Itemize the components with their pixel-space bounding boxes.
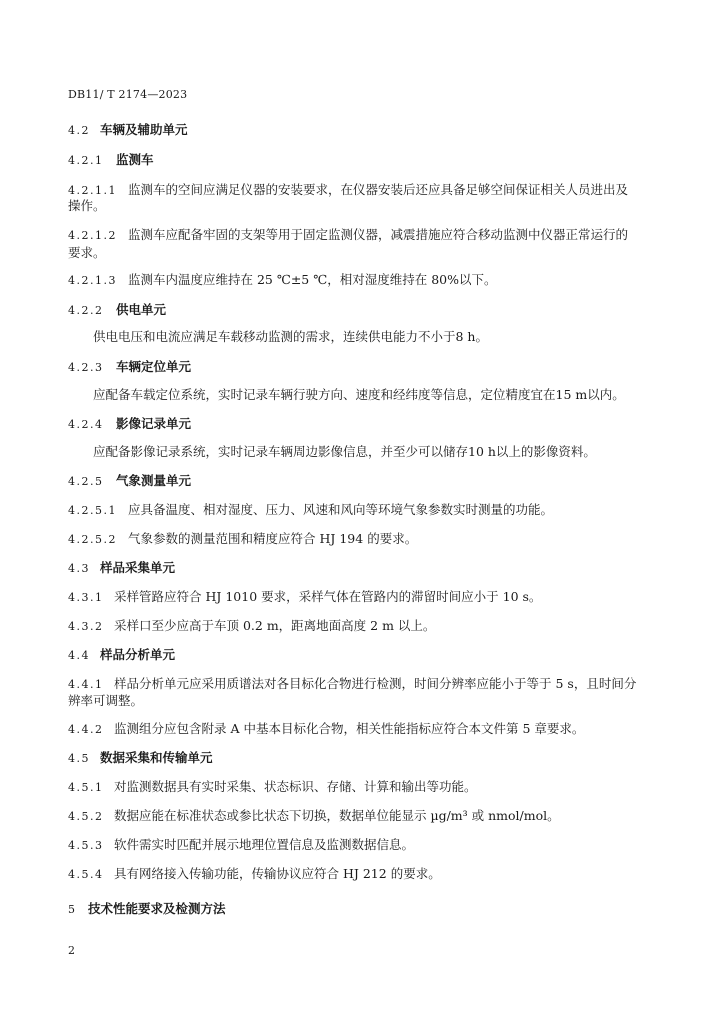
clause-text-continued: 操作。 [68, 198, 106, 213]
clause [68, 225, 628, 243]
clause-number: 4.5.1 [68, 781, 104, 794]
section-number: 4.2.5 [68, 475, 104, 488]
clause-text: 监测车应配备牢固的支架等用于固定监测仪器，减震措施应符合移动监测中仪器正常运行的 [128, 227, 629, 242]
chapter-heading [68, 899, 226, 917]
clause [68, 719, 584, 737]
clause [68, 616, 435, 634]
paragraph: 供电电压和电流应满足车载移动监测的需求，连续供电能力不小于8 h。 [93, 329, 488, 344]
clause-text: 样品分析单元应采用质谱法对各目标化合物进行检测，时间分辨率应能小于等于 5 s，且时间分 [114, 676, 637, 691]
section-title: 样品采集单元 [100, 560, 176, 575]
section-number: 4.5 [68, 752, 90, 765]
section-heading [68, 414, 191, 432]
clause-text-continued: 要求。 [68, 245, 106, 260]
clause-text: 监测组分应包含附录 A 中基本目标化合物，相关性能指标应符合本文件第 5 章要求。 [114, 721, 585, 736]
section-number: 4.4 [68, 649, 90, 662]
section-heading [68, 645, 175, 663]
section-title: 供电单元 [116, 302, 167, 317]
document-code: DB11/ T 2174—2023 [68, 88, 188, 101]
section-heading [68, 748, 213, 766]
clause-number: 4.5.2 [68, 810, 104, 823]
clause-text: 气象参数的测量范围和精度应符合 HJ 194 的要求。 [128, 531, 418, 546]
clause [68, 806, 560, 824]
clause [68, 500, 553, 518]
section-number: 4.2 [68, 124, 90, 137]
chapter-title: 技术性能要求及检测方法 [88, 901, 226, 916]
clause [68, 674, 636, 692]
section-title: 气象测量单元 [116, 473, 192, 488]
section-number: 4.2.1 [68, 154, 104, 167]
clause-number: 4.3.1 [68, 591, 104, 604]
section-number: 4.2.4 [68, 418, 104, 431]
section-heading [68, 558, 175, 576]
section-number: 4.2.3 [68, 361, 104, 374]
clause-number: 4.4.1 [68, 678, 104, 691]
clause [68, 777, 477, 795]
clause-text: 监测车内温度应维持在 25 ℃±5 ℃，相对湿度维持在 80%以下。 [128, 272, 497, 287]
clause-number: 4.2.5.1 [68, 504, 117, 517]
clause-text: 采样口至少应高于车顶 0.2 m，距离地面高度 2 m 以上。 [114, 618, 436, 633]
clause-text-continued: 辨率可调整。 [68, 693, 144, 708]
clause-text: 具有网络接入传输功能，传输协议应符合 HJ 212 的要求。 [114, 866, 441, 881]
section-title: 车辆及辅助单元 [100, 122, 188, 137]
clause-number: 4.2.1.3 [68, 274, 117, 287]
paragraph: 应配备车载定位系统，实时记录车辆行驶方向、速度和经纬度等信息，定位精度宜在15 m以内。 [93, 387, 625, 402]
clause [68, 835, 414, 853]
section-heading [68, 471, 191, 489]
clause-text: 软件需实时匹配并展示地理位置信息及监测数据信息。 [114, 837, 415, 852]
section-title: 影像记录单元 [116, 416, 192, 431]
paragraph: 应配备影像记录系统，实时记录车辆周边影像信息，并至少可以储存10 h以上的影像资料。 [93, 444, 596, 459]
clause-number: 4.4.2 [68, 723, 104, 736]
clause-text: 数据应能在标准状态或参比状态下切换，数据单位能显示 µg/m³ 或 nmol/mol。 [114, 808, 560, 823]
section-heading [68, 357, 191, 375]
clause [68, 270, 496, 288]
clause-text: 采样管路应符合 HJ 1010 要求，采样气体在管路内的滞留时间应小于 10 s。 [114, 589, 542, 604]
chapter-number: 5 [68, 903, 77, 916]
section-heading [68, 150, 154, 168]
section-title: 样品分析单元 [100, 647, 176, 662]
clause [68, 587, 541, 605]
clause [68, 180, 628, 198]
clause-text: 对监测数据具有实时采集、状态标识、存储、计算和输出等功能。 [114, 779, 477, 794]
clause [68, 529, 417, 547]
clause-number: 4.5.3 [68, 839, 104, 852]
section-title: 车辆定位单元 [116, 359, 192, 374]
clause-number: 4.2.5.2 [68, 533, 117, 546]
page-number: 2 [68, 944, 75, 957]
clause-number: 4.5.4 [68, 868, 104, 881]
section-title: 数据采集和传输单元 [100, 750, 213, 765]
section-number: 4.2.2 [68, 304, 104, 317]
clause-text: 监测车的空间应满足仪器的安装要求，在仪器安装后还应具备足够空间保证相关人员进出及 [128, 182, 629, 197]
section-title: 监测车 [116, 152, 154, 167]
section-heading [68, 300, 166, 318]
section-number: 4.3 [68, 562, 90, 575]
clause-number: 4.2.1.1 [68, 184, 117, 197]
clause-number: 4.2.1.2 [68, 229, 117, 242]
section-heading [68, 120, 188, 138]
clause [68, 864, 441, 882]
clause-text: 应具备温度、相对湿度、压力、风速和风向等环境气象参数实时测量的功能。 [128, 502, 554, 517]
clause-number: 4.3.2 [68, 620, 104, 633]
